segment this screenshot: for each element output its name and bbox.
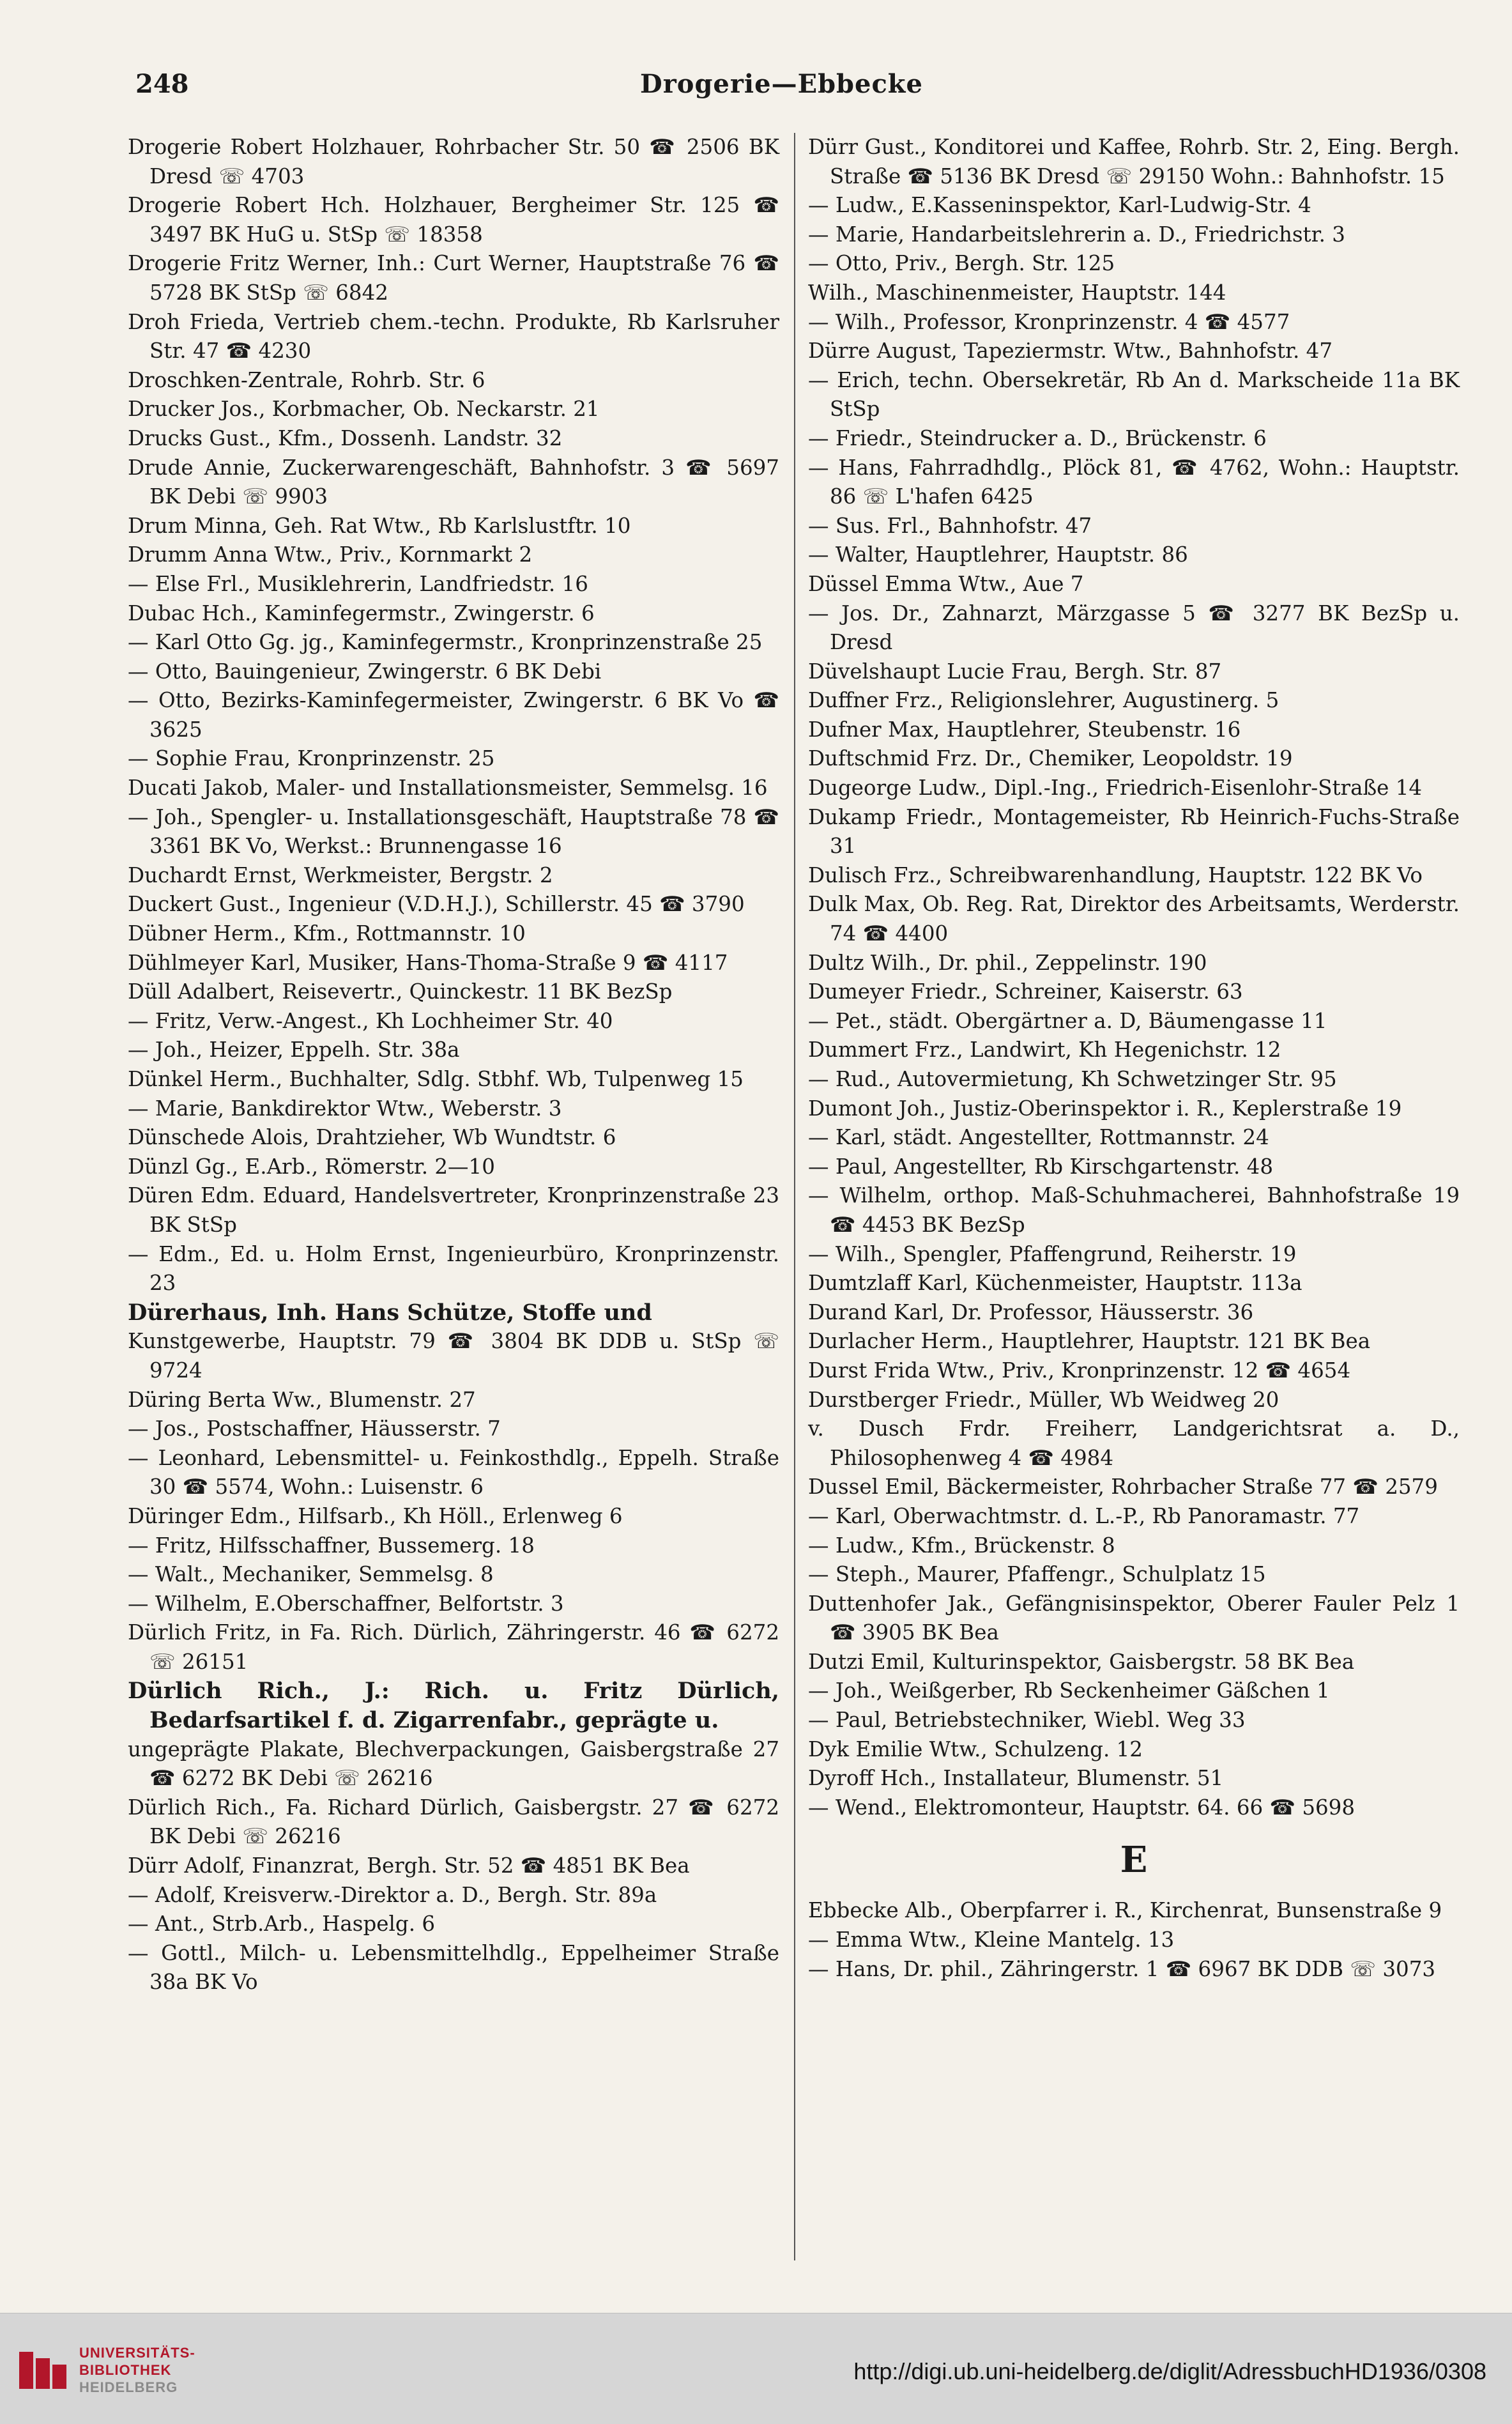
directory-entry: — Marie, Handarbeitslehrerin a. D., Friedrichstr. 3 [808,222,1345,247]
directory-entry: Drogerie Robert Holzhauer, Rohrbacher Str. 50 ☎ 2506 BK Dresd ☏ 4703 [128,135,779,188]
section-letter: E [1120,1839,1148,1882]
directory-entry: — Karl Otto Gg. jg., Kaminfegermstr., Kronprinzenstraße 25 [128,630,763,655]
directory-entry: Dumeyer Friedr., Schreiner, Kaiserstr. 63 [808,979,1243,1004]
directory-entry: — Ludw., E.Kasseninspektor, Karl-Ludwig-Str. 4 [808,193,1311,218]
directory-entry: Dürlich Rich., Fa. Richard Dürlich, Gaisbergstr. 27 ☎ 6272 BK Debi ☏ 26216 [128,1795,779,1849]
directory-entry: Durlacher Herm., Hauptlehrer, Hauptstr. 121 BK Bea [808,1329,1371,1354]
directory-entry: Drucks Gust., Kfm., Dossenh. Landstr. 32 [128,426,563,450]
directory-entry: Dyk Emilie Wtw., Schulzeng. 12 [808,1737,1143,1761]
directory-entry: — Otto, Bezirks-Kaminfegermeister, Zwingerstr. 6 BK Vo ☎ 3625 [128,688,779,742]
directory-entry: ungeprägte Plakate, Blechverpackungen, Gaisbergstraße 27 ☎ 6272 BK Debi ☏ 26216 [128,1737,779,1791]
directory-entry: — Else Frl., Musiklehrerin, Landfriedstr. 16 [128,571,588,596]
directory-entry: Dufner Max, Hauptlehrer, Steubenstr. 16 [808,717,1241,742]
directory-entry: — Sophie Frau, Kronprinzenstr. 25 [128,746,495,771]
directory-entry: Düring Berta Ww., Blumenstr. 27 [128,1387,476,1412]
column-divider [794,133,795,2260]
directory-entry: — Pet., städt. Obergärtner a. D, Bäumengasse 11 [808,1008,1327,1033]
directory-entry: — Ant., Strb.Arb., Haspelg. 6 [128,1912,436,1937]
directory-entry: Drucker Jos., Korbmacher, Ob. Neckarstr. 21 [128,397,600,422]
directory-entry: Düll Adalbert, Reisevertr., Quinckestr. 11 BK BezSp [128,979,673,1004]
directory-entry: Dubac Hch., Kaminfegermstr., Zwingerstr. 6 [128,601,595,625]
directory-entry: Dünzl Gg., E.Arb., Römerstr. 2—10 [128,1154,495,1179]
directory-entry: Drum Minna, Geh. Rat Wtw., Rb Karlslustftr. 10 [128,513,631,538]
directory-entry: — Joh., Spengler- u. Installationsgeschäft, Hauptstraße 78 ☎ 3361 BK Vo, Werkst.: Brunnengasse 16 [128,804,779,859]
left-column [128,133,779,1997]
directory-entry: — Leonhard, Lebensmittel- u. Feinkosthdlg., Eppelh. Straße 30 ☎ 5574, Wohn.: Luisenstr. 6 [128,1445,779,1500]
directory-entry: — Otto, Priv., Bergh. Str. 125 [808,251,1115,276]
directory-entry: Duchardt Ernst, Werkmeister, Bergstr. 2 [128,863,553,887]
university-library-logo-icon [18,2345,68,2395]
right-column [808,133,1460,1984]
directory-entry: — Gottl., Milch- u. Lebensmittelhdlg., Eppelheimer Straße 38a BK Vo [128,1940,779,1995]
directory-entry: — Adolf, Kreisverw.-Direktor a. D., Bergh. Str. 89a [128,1882,657,1907]
directory-entry: — Hans, Dr. phil., Zähringerstr. 1 ☎ 6967 BK DDB ☏ 3073 [808,1956,1436,1981]
directory-entry: Duffner Frz., Religionslehrer, Augustinerg. 5 [808,688,1279,713]
directory-entry: Kunstgewerbe, Hauptstr. 79 ☎ 3804 BK DDB u. StSp ☏ 9724 [128,1329,779,1383]
viewer-footer [0,2313,1512,2424]
directory-entry: Dulk Max, Ob. Reg. Rat, Direktor des Arbeitsamts, Werderstr. 74 ☎ 4400 [808,892,1460,946]
source-url[interactable]: http://digi.ub.uni-heidelberg.de/diglit/AdressbuchHD1936/0308 [853,2358,1486,2384]
directory-entry: — Emma Wtw., Kleine Mantelg. 13 [808,1928,1175,1952]
directory-entry: — Erich, techn. Obersekretär, Rb An d. Markscheide 11a BK StSp [808,367,1460,422]
directory-entry: — Friedr., Steindrucker a. D., Brückenstr. 6 [808,426,1267,450]
directory-entry: — Jos. Dr., Zahnarzt, Märzgasse 5 ☎ 3277 BK BezSp u. Dresd [808,601,1460,655]
directory-entry: Dürr Gust., Konditorei und Kaffee, Rohrb. Str. 2, Eing. Bergh. Straße ☎ 5136 BK Dresd ☏ 29150 Wohn.: Bahnhofstr. 15 [808,135,1460,188]
directory-entry: Drude Annie, Zuckerwarengeschäft, Bahnhofstr. 3 ☎ 5697 BK Debi ☏ 9903 [128,455,779,509]
running-head: Drogerie—Ebbecke [640,69,923,99]
page-number: 248 [135,69,189,99]
directory-entry: Dürerhaus, Inh. Hans Schütze, Stoffe und [128,1299,652,1326]
directory-entry: Ebbecke Alb., Oberpfarrer i. R., Kirchenrat, Bunsenstraße 9 [808,1898,1442,1923]
directory-entry: — Ludw., Kfm., Brückenstr. 8 [808,1533,1115,1558]
directory-entry: — Rud., Autovermietung, Kh Schwetzinger Str. 95 [808,1067,1337,1091]
directory-entry: v. Dusch Frdr. Freiherr, Landgerichtsrat a. D., Philosophenweg 4 ☎ 4984 [808,1416,1460,1470]
directory-entry: Duftschmid Frz. Dr., Chemiker, Leopoldstr. 19 [808,746,1293,771]
directory-entry: Droh Frieda, Vertrieb chem.-techn. Produkte, Rb Karlsruher Str. 47 ☎ 4230 [128,309,779,364]
directory-entry: — Karl, städt. Angestellter, Rottmannstr. 24 [808,1125,1269,1150]
directory-entry: Dürre August, Tapeziermstr. Wtw., Bahnhofstr. 47 [808,339,1333,364]
directory-entry: Drogerie Fritz Werner, Inh.: Curt Werner, Hauptstraße 76 ☎ 5728 BK StSp ☏ 6842 [128,251,779,305]
directory-entry: — Jos., Postschaffner, Häusserstr. 7 [128,1416,501,1441]
directory-entry: — Fritz, Hilfsschaffner, Bussemerg. 18 [128,1533,535,1558]
directory-entry: Durst Frida Wtw., Priv., Kronprinzenstr. 12 ☎ 4654 [808,1358,1351,1383]
directory-entry: Droschken-Zentrale, Rohrb. Str. 6 [128,367,485,392]
directory-entry: — Otto, Bauingenieur, Zwingerstr. 6 BK Debi [128,659,602,684]
directory-entry: Dutzi Emil, Kulturinspektor, Gaisbergstr. 58 BK Bea [808,1649,1355,1674]
directory-entry: Dürlich Rich., J.: Rich. u. Fritz Dürlich, Bedarfsartikel f. d. Zigarrenfabr., geprägte u. [128,1678,779,1734]
directory-entry: Dünschede Alois, Drahtzieher, Wb Wundtstr. 6 [128,1125,616,1150]
directory-entry: Dummert Frz., Landwirt, Kh Hegenichstr. 12 [808,1038,1281,1062]
directory-entry: — Joh., Weißgerber, Rb Seckenheimer Gäßchen 1 [808,1678,1330,1703]
directory-entry: Duttenhofer Jak., Gefängnisinspektor, Oberer Fauler Pelz 1 ☎ 3905 BK Bea [808,1591,1460,1645]
directory-entry: — Walter, Hauptlehrer, Hauptstr. 86 [808,542,1188,567]
directory-entry: Dübner Herm., Kfm., Rottmannstr. 10 [128,921,526,946]
directory-entry: — Edm., Ed. u. Holm Ernst, Ingenieurbüro, Kronprinzenstr. 23 [128,1241,779,1296]
directory-entry: Durstberger Friedr., Müller, Wb Weidweg 20 [808,1387,1279,1412]
directory-entry: Duckert Gust., Ingenieur (V.D.H.J.), Schillerstr. 45 ☎ 3790 [128,892,745,917]
directory-entry: Dumont Joh., Justiz-Oberinspektor i. R., Keplerstraße 19 [808,1096,1402,1121]
directory-entry: Drumm Anna Wtw., Priv., Kornmarkt 2 [128,542,533,567]
directory-entry: — Wilh., Spengler, Pfaffengrund, Reiherstr. 19 [808,1241,1297,1266]
directory-entry: Durand Karl, Dr. Professor, Häusserstr. 36 [808,1300,1254,1324]
directory-entry: — Steph., Maurer, Pfaffengr., Schulplatz 15 [808,1562,1266,1587]
directory-entry: — Wilhelm, E.Oberschaffner, Belfortstr. 3 [128,1591,564,1616]
directory-entry: Ducati Jakob, Maler- und Installationsmeister, Semmelsg. 16 [128,776,768,801]
directory-entry: — Karl, Oberwachtmstr. d. L.-P., Rb Panoramastr. 77 [808,1503,1360,1528]
library-name: UNIVERSITÄTS- BIBLIOTHEK HEIDELBERG [79,2345,195,2395]
directory-entry: Dumtzlaff Karl, Küchenmeister, Hauptstr. 113a [808,1271,1302,1296]
directory-entry: Dugeorge Ludw., Dipl.-Ing., Friedrich-Eisenlohr-Straße 14 [808,776,1423,801]
directory-entry: Drogerie Robert Hch. Holzhauer, Bergheimer Str. 125 ☎ 3497 BK HuG u. StSp ☏ 18358 [128,193,779,247]
directory-entry: Dukamp Friedr., Montagemeister, Rb Heinrich-Fuchs-Straße 31 [808,804,1460,859]
directory-entry: — Hans, Fahrradhdlg., Plöck 81, ☎ 4762, Wohn.: Hauptstr. 86 ☏ L'hafen 6425 [808,455,1460,509]
directory-entry: Dyroff Hch., Installateur, Blumenstr. 51 [808,1766,1224,1791]
directory-entry: Dühlmeyer Karl, Musiker, Hans-Thoma-Straße 9 ☎ 4117 [128,950,728,975]
directory-entry: Düringer Edm., Hilfsarb., Kh Höll., Erlenweg 6 [128,1503,623,1528]
directory-entry: — Walt., Mechaniker, Semmelsg. 8 [128,1562,494,1587]
directory-entry: — Marie, Bankdirektor Wtw., Weberstr. 3 [128,1096,562,1121]
directory-entry: — Wilhelm, orthop. Maß-Schuhmacherei, Bahnhofstraße 19 ☎ 4453 BK BezSp [808,1183,1460,1237]
directory-entry: — Sus. Frl., Bahnhofstr. 47 [808,513,1092,538]
directory-entry: Dulisch Frz., Schreibwarenhandlung, Hauptstr. 122 BK Vo [808,863,1423,887]
directory-entry: Dürr Adolf, Finanzrat, Bergh. Str. 52 ☎ 4851 BK Bea [128,1853,690,1878]
directory-entry: Wilh., Maschinenmeister, Hauptstr. 144 [808,280,1226,305]
directory-entry: Dürlich Fritz, in Fa. Rich. Dürlich, Zähringerstr. 46 ☎ 6272 ☏ 26151 [128,1620,779,1674]
directory-entry: — Wilh., Professor, Kronprinzenstr. 4 ☎ 4577 [808,309,1290,334]
directory-entry: — Paul, Angestellter, Rb Kirschgartenstr. 48 [808,1154,1274,1179]
directory-entry: Düvelshaupt Lucie Frau, Bergh. Str. 87 [808,659,1222,684]
directory-entry: Dussel Emil, Bäckermeister, Rohrbacher Straße 77 ☎ 2579 [808,1475,1438,1500]
directory-entry: — Paul, Betriebstechniker, Wiebl. Weg 33 [808,1708,1246,1733]
directory-entry: — Joh., Heizer, Eppelh. Str. 38a [128,1038,460,1062]
directory-entry: — Fritz, Verw.-Angest., Kh Lochheimer Str. 40 [128,1008,613,1033]
directory-entry: Düren Edm. Eduard, Handelsvertreter, Kronprinzenstraße 23 BK StSp [128,1183,779,1237]
directory-entry: Düssel Emma Wtw., Aue 7 [808,571,1084,596]
page-header [128,69,1435,107]
directory-entry: Dünkel Herm., Buchhalter, Sdlg. Stbhf. Wb, Tulpenweg 15 [128,1067,744,1091]
directory-entry: — Wend., Elektromonteur, Hauptstr. 64. 66 ☎ 5698 [808,1795,1355,1820]
directory-entry: Dultz Wilh., Dr. phil., Zeppelinstr. 190 [808,950,1207,975]
